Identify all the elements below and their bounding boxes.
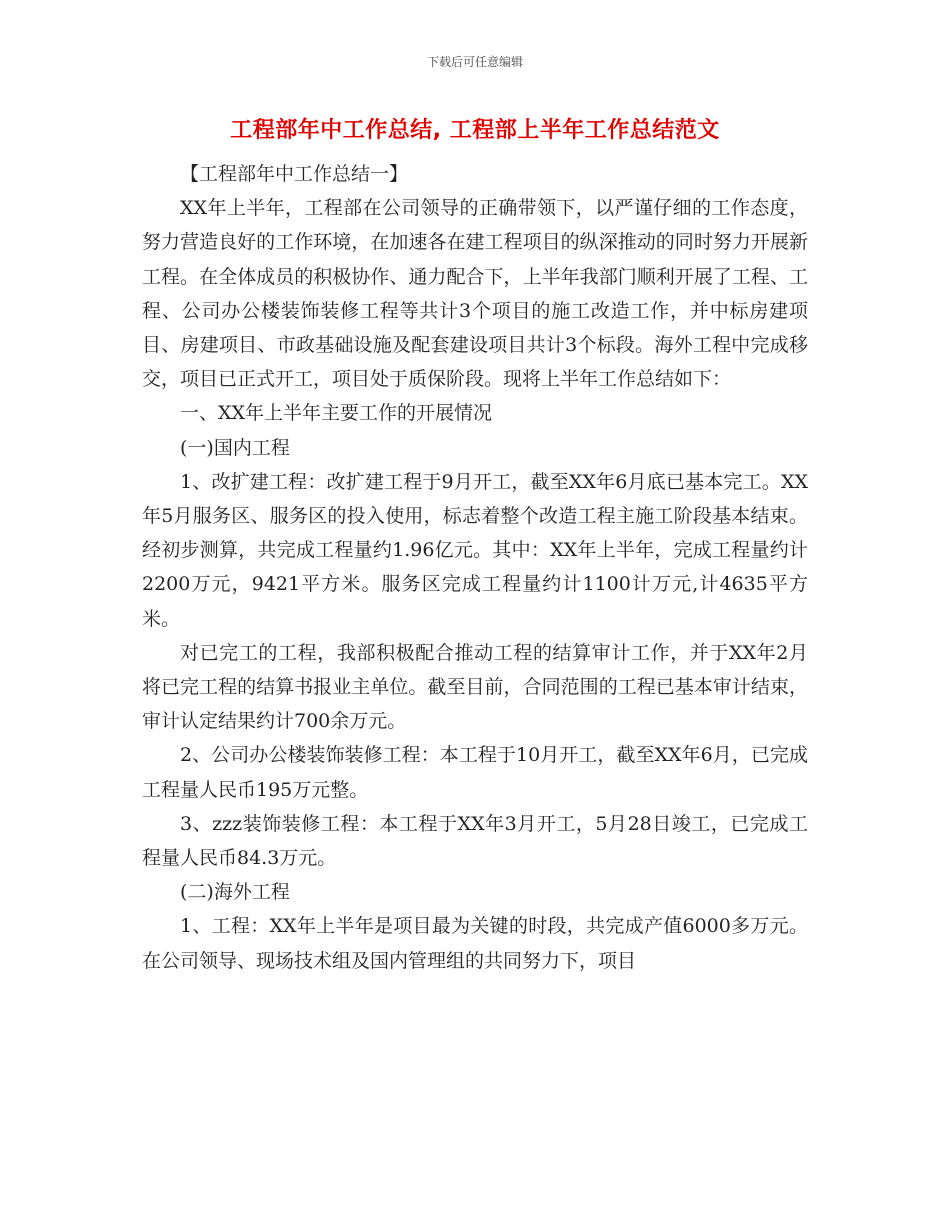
document-title: 工程部年中工作总结, 工程部上半年工作总结范文: [230, 118, 720, 143]
subsection-heading: (二)海外工程: [180, 881, 290, 904]
paragraph: 3、zzz装饰装修工程：本工程于XX年3月开工，5月28日竣工，已完成工程量人民币84.3万元。: [142, 812, 808, 870]
paragraph: 1、工程：XX年上半年是项目最为关键的时段，共完成产值6000多万元。在公司领导、现场技术组及国内管理组的共同努力下，项目: [142, 915, 808, 972]
paragraph: 1、改扩建工程：改扩建工程于9月开工，截至XX年6月底已基本完工。XX年5月服务区、服务区的投入使用，标志着整个改造工程主施工阶段基本结束。经初步测算，共完成工程量约1.96亿元。其中：XX年上半年，完成工程量约计2200万元，9421平方米。服务区完成工程量约计1100计万元,计4635平方米。: [142, 470, 808, 630]
section-heading: 一、XX年上半年主要工作的开展情况: [180, 402, 493, 425]
paragraph: 对已完工的工程，我部积极配合推动工程的结算审计工作，并于XX年2月将已完工程的结算书报业主单位。截至目前，合同范围的工程已基本审计结束，审计认定结果约计700余万元。: [142, 641, 808, 733]
section-heading: 【工程部年中工作总结一】: [180, 163, 409, 185]
paragraph-intro: XX年上半年，工程部在公司领导的正确带领下，以严谨仔细的工作态度，努力营造良好的工作环境，在加速各在建工程项目的纵深推动的同时努力开展新工程。在全体成员的积极协作、通力配合下，上半年我部门顺利开展了工程、工程、公司办公楼装饰装修工程等共计3个项目的施工改造工作，并中标房建项目、房建项目、市政基础设施及配套建设项目共计3个标段。海外工程中完成移交，项目已正式开工，项目处于质保阶段。现将上半年工作总结如下：: [142, 197, 808, 391]
header-note: 下载后可任意编辑: [426, 55, 523, 69]
subsection-heading: (一)国内工程: [180, 436, 290, 459]
document-body: [142, 157, 808, 978]
paragraph: 2、公司办公楼装饰装修工程：本工程于10月开工，截至XX年6月，已完成工程量人民币195万元整。: [142, 744, 808, 801]
